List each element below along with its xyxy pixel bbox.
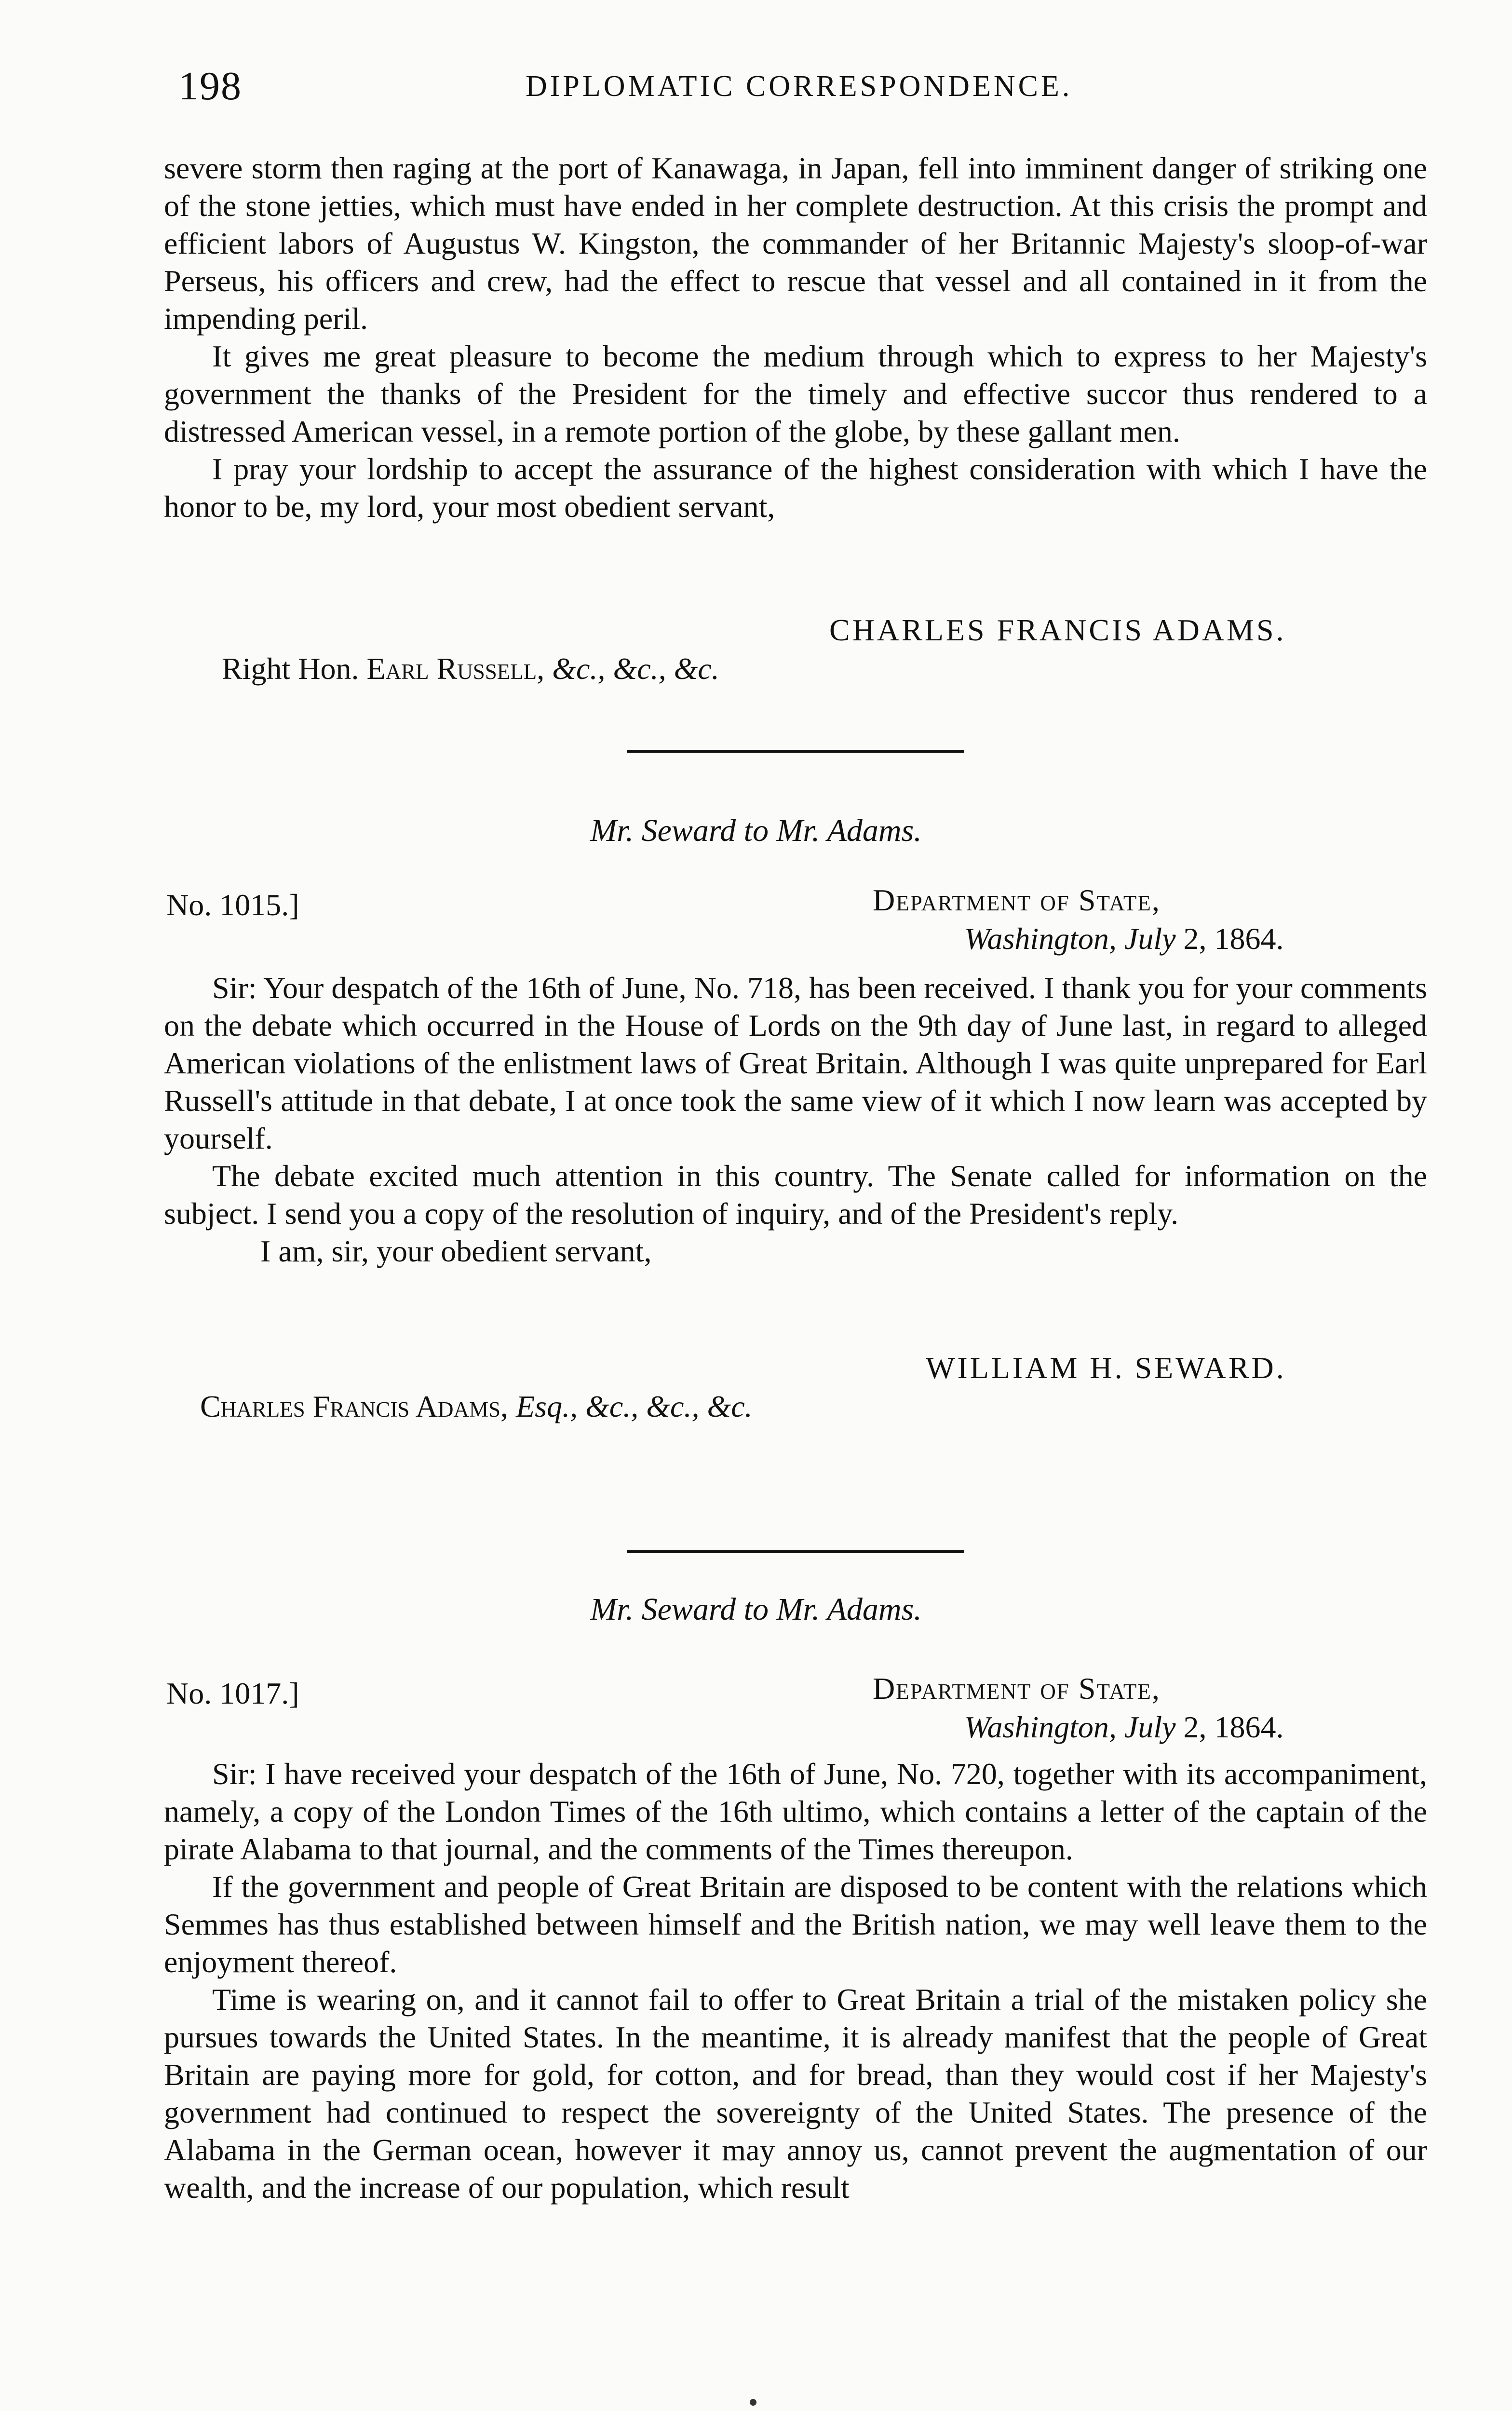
department-line: Department of State, [873,1671,1161,1706]
section-divider [627,1550,964,1553]
letter-heading: Mr. Seward to Mr. Adams. [590,1592,922,1627]
paragraph: The debate excited much attention in this country. The Senate called for information on the subject. I send you a copy of the resolution of inquiry, and of the President's reply. [164,1159,1427,1231]
letter-heading: Mr. Seward to Mr. Adams. [590,813,922,848]
paragraph: Sir: I have received your despatch of the 16th of June, No. 720, together with its accompaniment, namely, a copy of the London Times of the 16th ultimo, which contains a letter of the captain of the pirate Alabama to that journal, and the comments of the Times thereupon. [164,1757,1427,1866]
date: 2, 1864. [1183,921,1284,956]
signature: WILLIAM H. SEWARD. [926,1351,1286,1385]
paragraph: I am, sir, your obedient servant, [260,1234,652,1268]
paragraph: Sir: Your despatch of the 16th of June, No. 718, has been received. I thank you for your comments on the debate which occurred in the House of Lords on the 9th day of June last, in regard to alleged American violations of the enlistment laws of Great Britain. Although I was quite unprepared for Earl Russell's attitude in that debate, I at once took the same view of it which I now learn was accepted by yourself. [164,971,1427,1155]
page-header [178,63,1427,111]
addressee-suffix: &c., &c., &c. [552,651,719,686]
addressee [222,651,719,687]
place: Washington, July [964,1710,1176,1744]
department-line: Department of State, [873,883,1161,917]
place-date-line [964,1709,1284,1745]
letter-1015-body [164,969,1427,1270]
paragraph: If the government and people of Great Britain are disposed to be content with the relations which Semmes has thus established between himself and the British nation, we may well leave them to the enjoyment thereof. [164,1869,1427,1979]
letter-1017-body [164,1755,1427,2207]
letter-number: No. 1015.] [166,888,299,922]
date: 2, 1864. [1183,1710,1284,1744]
paragraph: I pray your lordship to accept the assurance of the highest consideration with which I have the honor to be, my lord, your most obedient servant, [164,452,1427,524]
addressee-suffix: Esq., &c., &c., &c. [516,1389,753,1423]
opening-letter-body [164,149,1427,526]
addressee-name: Charles Francis Adams, [200,1389,509,1423]
print-mark [750,2399,756,2406]
addressee-prefix: Right Hon. [222,651,359,686]
paragraph: Time is wearing on, and it cannot fail to offer to Great Britain a trial of the mistaken policy she pursues towards the United States. In the meantime, it is already manifest that the people of Great Britain are paying more for gold, for cotton, and for bread, than they would cost if her Majesty's government had continued to respect the sovereignty of the United States. The presence of the Alabama in the German ocean, however it may annoy us, cannot prevent the augmentation of our wealth, and the increase of our population, which result [164,1982,1427,2205]
place-date-line [964,921,1284,957]
addressee [200,1389,753,1424]
addressee-name: Earl Russell, [366,651,545,686]
page-number: 198 [178,64,242,108]
paragraph: severe storm then raging at the port of Kanawaga, in Japan, fell into imminent danger of striking one of the stone jetties, which must have ended in her complete destruction. At this crisis the prompt and efficient labors of Augustus W. Kingston, the commander of her Britannic Majesty's sloop-of-war Perseus, his officers and crew, had the effect to rescue that vessel and all contained in it from the impending peril. [164,151,1427,336]
signature: CHARLES FRANCIS ADAMS. [829,613,1286,647]
place: Washington, July [964,921,1176,956]
letter-number: No. 1017.] [166,1676,299,1710]
running-head: DIPLOMATIC CORRESPONDENCE. [526,70,1073,103]
paragraph: It gives me great pleasure to become the medium through which to express to her Majesty's government the thanks of the President for the timely and effective succor thus rendered to a distressed American vessel, in a remote portion of the globe, by these gallant men. [164,339,1427,448]
section-divider [627,750,964,753]
